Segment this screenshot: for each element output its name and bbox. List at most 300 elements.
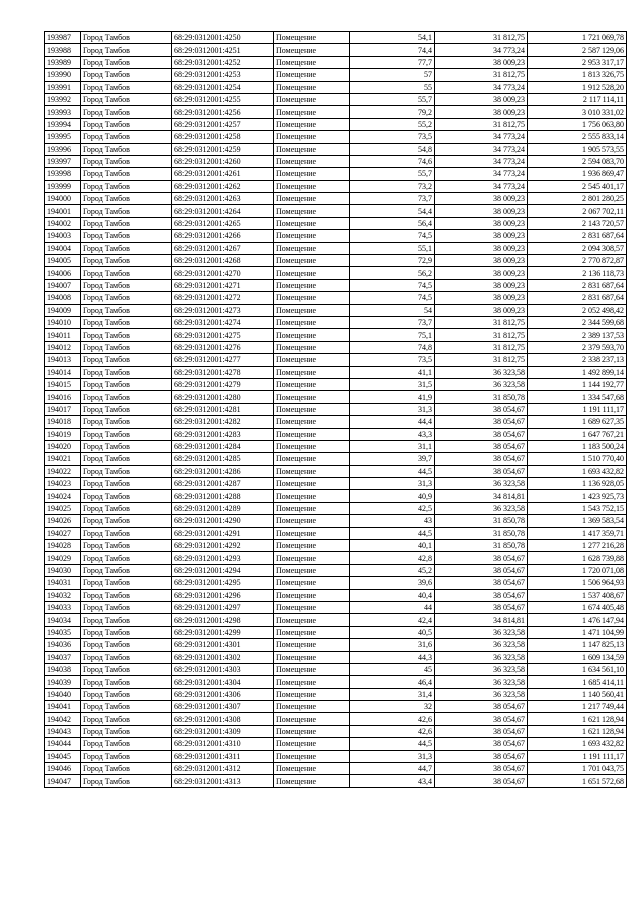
object-type-cell: Помещение bbox=[274, 639, 350, 651]
unit-value-cell: 38 009,23 bbox=[435, 304, 528, 316]
unit-value-cell: 38 054,67 bbox=[435, 564, 528, 576]
object-type-cell: Помещение bbox=[274, 255, 350, 267]
cadastral-number-cell: 68:29:0312001:4294 bbox=[172, 564, 274, 576]
area-cell: 73,5 bbox=[350, 131, 435, 143]
table-row bbox=[45, 589, 627, 601]
area-cell: 31,1 bbox=[350, 440, 435, 452]
city-cell: Город Тамбов bbox=[81, 205, 172, 217]
city-cell: Город Тамбов bbox=[81, 688, 172, 700]
area-cell: 54,1 bbox=[350, 32, 435, 44]
object-type-cell: Помещение bbox=[274, 453, 350, 465]
object-type-cell: Помещение bbox=[274, 527, 350, 539]
city-cell: Город Тамбов bbox=[81, 217, 172, 229]
cadastral-value-cell: 3 010 331,02 bbox=[528, 106, 627, 118]
row-number-cell: 194021 bbox=[45, 453, 81, 465]
table-row bbox=[45, 44, 627, 56]
cadastral-number-cell: 68:29:0312001:4288 bbox=[172, 490, 274, 502]
cadastral-value-cell: 1 721 069,78 bbox=[528, 32, 627, 44]
cadastral-number-cell: 68:29:0312001:4282 bbox=[172, 416, 274, 428]
row-number-cell: 193997 bbox=[45, 155, 81, 167]
cadastral-number-cell: 68:29:0312001:4281 bbox=[172, 403, 274, 415]
table-row bbox=[45, 465, 627, 477]
cadastral-value-cell: 2 379 593,70 bbox=[528, 341, 627, 353]
table-row bbox=[45, 193, 627, 205]
object-type-cell: Помещение bbox=[274, 663, 350, 675]
city-cell: Город Тамбов bbox=[81, 490, 172, 502]
table-row bbox=[45, 490, 627, 502]
object-type-cell: Помещение bbox=[274, 168, 350, 180]
cadastral-value-cell: 1 417 359,71 bbox=[528, 527, 627, 539]
row-number-cell: 193995 bbox=[45, 131, 81, 143]
cadastral-value-cell: 1 147 825,13 bbox=[528, 639, 627, 651]
table-row bbox=[45, 688, 627, 700]
cadastral-value-cell: 1 183 500,24 bbox=[528, 440, 627, 452]
city-cell: Город Тамбов bbox=[81, 626, 172, 638]
cadastral-value-cell: 1 191 111,17 bbox=[528, 750, 627, 762]
city-cell: Город Тамбов bbox=[81, 515, 172, 527]
cadastral-value-cell: 2 143 720,57 bbox=[528, 217, 627, 229]
cadastral-number-cell: 68:29:0312001:4252 bbox=[172, 56, 274, 68]
row-number-cell: 194011 bbox=[45, 329, 81, 341]
table-row bbox=[45, 341, 627, 353]
cadastral-value-cell: 1 423 925,73 bbox=[528, 490, 627, 502]
object-type-cell: Помещение bbox=[274, 465, 350, 477]
row-number-cell: 194028 bbox=[45, 540, 81, 552]
object-type-cell: Помещение bbox=[274, 180, 350, 192]
cadastral-number-cell: 68:29:0312001:4254 bbox=[172, 81, 274, 93]
cadastral-number-cell: 68:29:0312001:4304 bbox=[172, 676, 274, 688]
city-cell: Город Тамбов bbox=[81, 81, 172, 93]
row-number-cell: 194037 bbox=[45, 651, 81, 663]
area-cell: 42,4 bbox=[350, 614, 435, 626]
row-number-cell: 194030 bbox=[45, 564, 81, 576]
object-type-cell: Помещение bbox=[274, 329, 350, 341]
cadastral-value-cell: 1 492 899,14 bbox=[528, 366, 627, 378]
row-number-cell: 194000 bbox=[45, 193, 81, 205]
unit-value-cell: 31 850,78 bbox=[435, 391, 528, 403]
row-number-cell: 193991 bbox=[45, 81, 81, 93]
object-type-cell: Помещение bbox=[274, 651, 350, 663]
cadastral-value-cell: 1 476 147,94 bbox=[528, 614, 627, 626]
cadastral-value-cell: 2 831 687,64 bbox=[528, 292, 627, 304]
unit-value-cell: 38 009,23 bbox=[435, 292, 528, 304]
table-row bbox=[45, 502, 627, 514]
table-row bbox=[45, 676, 627, 688]
registry-table-body bbox=[45, 32, 627, 788]
cadastral-number-cell: 68:29:0312001:4250 bbox=[172, 32, 274, 44]
cadastral-number-cell: 68:29:0312001:4287 bbox=[172, 478, 274, 490]
city-cell: Город Тамбов bbox=[81, 155, 172, 167]
table-row bbox=[45, 440, 627, 452]
cadastral-value-cell: 1 634 561,10 bbox=[528, 663, 627, 675]
row-number-cell: 194020 bbox=[45, 440, 81, 452]
object-type-cell: Помещение bbox=[274, 131, 350, 143]
unit-value-cell: 38 054,67 bbox=[435, 465, 528, 477]
cadastral-number-cell: 68:29:0312001:4291 bbox=[172, 527, 274, 539]
table-row bbox=[45, 601, 627, 613]
cadastral-number-cell: 68:29:0312001:4275 bbox=[172, 329, 274, 341]
cadastral-value-cell: 1 628 739,88 bbox=[528, 552, 627, 564]
unit-value-cell: 38 009,23 bbox=[435, 193, 528, 205]
table-row bbox=[45, 292, 627, 304]
city-cell: Город Тамбов bbox=[81, 32, 172, 44]
unit-value-cell: 38 054,67 bbox=[435, 713, 528, 725]
cadastral-value-cell: 1 936 869,47 bbox=[528, 168, 627, 180]
table-row bbox=[45, 69, 627, 81]
city-cell: Город Тамбов bbox=[81, 279, 172, 291]
table-row bbox=[45, 279, 627, 291]
cadastral-value-cell: 2 344 599,68 bbox=[528, 316, 627, 328]
cadastral-value-cell: 1 140 560,41 bbox=[528, 688, 627, 700]
table-row bbox=[45, 217, 627, 229]
area-cell: 41,1 bbox=[350, 366, 435, 378]
row-number-cell: 194006 bbox=[45, 267, 81, 279]
area-cell: 42,8 bbox=[350, 552, 435, 564]
unit-value-cell: 38 054,67 bbox=[435, 750, 528, 762]
object-type-cell: Помещение bbox=[274, 292, 350, 304]
object-type-cell: Помещение bbox=[274, 378, 350, 390]
table-row bbox=[45, 775, 627, 787]
cadastral-value-cell: 2 389 137,53 bbox=[528, 329, 627, 341]
city-cell: Город Тамбов bbox=[81, 651, 172, 663]
unit-value-cell: 34 773,24 bbox=[435, 180, 528, 192]
table-row bbox=[45, 267, 627, 279]
cadastral-number-cell: 68:29:0312001:4257 bbox=[172, 118, 274, 130]
city-cell: Город Тамбов bbox=[81, 255, 172, 267]
cadastral-value-cell: 2 094 308,57 bbox=[528, 242, 627, 254]
city-cell: Город Тамбов bbox=[81, 230, 172, 242]
cadastral-value-cell: 1 217 749,44 bbox=[528, 701, 627, 713]
table-row bbox=[45, 564, 627, 576]
area-cell: 72,9 bbox=[350, 255, 435, 267]
cadastral-number-cell: 68:29:0312001:4313 bbox=[172, 775, 274, 787]
area-cell: 43 bbox=[350, 515, 435, 527]
row-number-cell: 194022 bbox=[45, 465, 81, 477]
unit-value-cell: 38 009,23 bbox=[435, 217, 528, 229]
cadastral-number-cell: 68:29:0312001:4262 bbox=[172, 180, 274, 192]
unit-value-cell: 36 323,58 bbox=[435, 366, 528, 378]
city-cell: Город Тамбов bbox=[81, 763, 172, 775]
city-cell: Город Тамбов bbox=[81, 639, 172, 651]
unit-value-cell: 38 054,67 bbox=[435, 416, 528, 428]
area-cell: 56,4 bbox=[350, 217, 435, 229]
object-type-cell: Помещение bbox=[274, 143, 350, 155]
cadastral-value-cell: 1 912 528,20 bbox=[528, 81, 627, 93]
cadastral-value-cell: 1 369 583,54 bbox=[528, 515, 627, 527]
row-number-cell: 194033 bbox=[45, 601, 81, 613]
object-type-cell: Помещение bbox=[274, 713, 350, 725]
city-cell: Город Тамбов bbox=[81, 663, 172, 675]
city-cell: Город Тамбов bbox=[81, 69, 172, 81]
row-number-cell: 193992 bbox=[45, 93, 81, 105]
object-type-cell: Помещение bbox=[274, 688, 350, 700]
cadastral-value-cell: 2 117 114,11 bbox=[528, 93, 627, 105]
cadastral-number-cell: 68:29:0312001:4302 bbox=[172, 651, 274, 663]
cadastral-value-cell: 1 621 128,94 bbox=[528, 713, 627, 725]
object-type-cell: Помещение bbox=[274, 341, 350, 353]
unit-value-cell: 38 009,23 bbox=[435, 93, 528, 105]
cadastral-number-cell: 68:29:0312001:4290 bbox=[172, 515, 274, 527]
unit-value-cell: 34 773,24 bbox=[435, 155, 528, 167]
unit-value-cell: 31 812,75 bbox=[435, 329, 528, 341]
object-type-cell: Помещение bbox=[274, 354, 350, 366]
cadastral-value-cell: 2 831 687,64 bbox=[528, 279, 627, 291]
object-type-cell: Помещение bbox=[274, 93, 350, 105]
city-cell: Город Тамбов bbox=[81, 725, 172, 737]
row-number-cell: 194029 bbox=[45, 552, 81, 564]
unit-value-cell: 34 814,81 bbox=[435, 614, 528, 626]
area-cell: 31,3 bbox=[350, 750, 435, 762]
unit-value-cell: 38 054,67 bbox=[435, 440, 528, 452]
object-type-cell: Помещение bbox=[274, 763, 350, 775]
area-cell: 55,7 bbox=[350, 168, 435, 180]
area-cell: 73,5 bbox=[350, 354, 435, 366]
cadastral-number-cell: 68:29:0312001:4273 bbox=[172, 304, 274, 316]
city-cell: Город Тамбов bbox=[81, 193, 172, 205]
unit-value-cell: 38 054,67 bbox=[435, 725, 528, 737]
city-cell: Город Тамбов bbox=[81, 527, 172, 539]
area-cell: 44 bbox=[350, 601, 435, 613]
unit-value-cell: 34 773,24 bbox=[435, 131, 528, 143]
city-cell: Город Тамбов bbox=[81, 391, 172, 403]
unit-value-cell: 36 323,58 bbox=[435, 663, 528, 675]
table-row bbox=[45, 242, 627, 254]
row-number-cell: 194026 bbox=[45, 515, 81, 527]
cadastral-value-cell: 2 953 317,17 bbox=[528, 56, 627, 68]
table-row bbox=[45, 143, 627, 155]
object-type-cell: Помещение bbox=[274, 56, 350, 68]
cadastral-number-cell: 68:29:0312001:4286 bbox=[172, 465, 274, 477]
area-cell: 74,4 bbox=[350, 44, 435, 56]
table-row bbox=[45, 329, 627, 341]
city-cell: Город Тамбов bbox=[81, 478, 172, 490]
row-number-cell: 193990 bbox=[45, 69, 81, 81]
city-cell: Город Тамбов bbox=[81, 614, 172, 626]
unit-value-cell: 38 054,67 bbox=[435, 775, 528, 787]
unit-value-cell: 38 054,67 bbox=[435, 552, 528, 564]
object-type-cell: Помещение bbox=[274, 502, 350, 514]
area-cell: 39,7 bbox=[350, 453, 435, 465]
row-number-cell: 194007 bbox=[45, 279, 81, 291]
cadastral-number-cell: 68:29:0312001:4306 bbox=[172, 688, 274, 700]
object-type-cell: Помещение bbox=[274, 490, 350, 502]
table-row bbox=[45, 515, 627, 527]
cadastral-number-cell: 68:29:0312001:4261 bbox=[172, 168, 274, 180]
row-number-cell: 194014 bbox=[45, 366, 81, 378]
cadastral-value-cell: 1 693 432,82 bbox=[528, 738, 627, 750]
table-row bbox=[45, 725, 627, 737]
city-cell: Город Тамбов bbox=[81, 329, 172, 341]
row-number-cell: 193994 bbox=[45, 118, 81, 130]
row-number-cell: 194045 bbox=[45, 750, 81, 762]
object-type-cell: Помещение bbox=[274, 69, 350, 81]
unit-value-cell: 31 812,75 bbox=[435, 341, 528, 353]
area-cell: 74,5 bbox=[350, 230, 435, 242]
table-row bbox=[45, 577, 627, 589]
city-cell: Город Тамбов bbox=[81, 131, 172, 143]
area-cell: 55,1 bbox=[350, 242, 435, 254]
unit-value-cell: 31 812,75 bbox=[435, 69, 528, 81]
cadastral-value-cell: 1 647 767,21 bbox=[528, 428, 627, 440]
city-cell: Город Тамбов bbox=[81, 540, 172, 552]
cadastral-number-cell: 68:29:0312001:4307 bbox=[172, 701, 274, 713]
unit-value-cell: 31 812,75 bbox=[435, 354, 528, 366]
city-cell: Город Тамбов bbox=[81, 106, 172, 118]
unit-value-cell: 31 850,78 bbox=[435, 540, 528, 552]
table-row bbox=[45, 168, 627, 180]
row-number-cell: 194013 bbox=[45, 354, 81, 366]
cadastral-number-cell: 68:29:0312001:4270 bbox=[172, 267, 274, 279]
cadastral-number-cell: 68:29:0312001:4280 bbox=[172, 391, 274, 403]
object-type-cell: Помещение bbox=[274, 44, 350, 56]
cadastral-value-cell: 2 338 237,13 bbox=[528, 354, 627, 366]
cadastral-number-cell: 68:29:0312001:4267 bbox=[172, 242, 274, 254]
row-number-cell: 193996 bbox=[45, 143, 81, 155]
area-cell: 31,4 bbox=[350, 688, 435, 700]
object-type-cell: Помещение bbox=[274, 676, 350, 688]
unit-value-cell: 34 773,24 bbox=[435, 81, 528, 93]
table-row bbox=[45, 428, 627, 440]
cadastral-value-cell: 1 543 752,15 bbox=[528, 502, 627, 514]
city-cell: Город Тамбов bbox=[81, 713, 172, 725]
object-type-cell: Помещение bbox=[274, 403, 350, 415]
cadastral-value-cell: 2 052 498,42 bbox=[528, 304, 627, 316]
table-row bbox=[45, 663, 627, 675]
cadastral-number-cell: 68:29:0312001:4279 bbox=[172, 378, 274, 390]
cadastral-number-cell: 68:29:0312001:4309 bbox=[172, 725, 274, 737]
cadastral-value-cell: 2 587 129,06 bbox=[528, 44, 627, 56]
cadastral-value-cell: 1 651 572,68 bbox=[528, 775, 627, 787]
unit-value-cell: 38 054,67 bbox=[435, 428, 528, 440]
area-cell: 41,9 bbox=[350, 391, 435, 403]
city-cell: Город Тамбов bbox=[81, 242, 172, 254]
object-type-cell: Помещение bbox=[274, 217, 350, 229]
cadastral-number-cell: 68:29:0312001:4311 bbox=[172, 750, 274, 762]
table-row bbox=[45, 626, 627, 638]
area-cell: 44,5 bbox=[350, 738, 435, 750]
object-type-cell: Помещение bbox=[274, 601, 350, 613]
unit-value-cell: 36 323,58 bbox=[435, 639, 528, 651]
cadastral-value-cell: 1 334 547,68 bbox=[528, 391, 627, 403]
unit-value-cell: 38 009,23 bbox=[435, 267, 528, 279]
unit-value-cell: 31 812,75 bbox=[435, 32, 528, 44]
table-row bbox=[45, 552, 627, 564]
cadastral-number-cell: 68:29:0312001:4292 bbox=[172, 540, 274, 552]
cadastral-value-cell: 1 510 770,40 bbox=[528, 453, 627, 465]
row-number-cell: 194046 bbox=[45, 763, 81, 775]
table-row bbox=[45, 56, 627, 68]
object-type-cell: Помещение bbox=[274, 478, 350, 490]
area-cell: 55,7 bbox=[350, 93, 435, 105]
city-cell: Город Тамбов bbox=[81, 552, 172, 564]
table-row bbox=[45, 701, 627, 713]
cadastral-value-cell: 1 813 326,75 bbox=[528, 69, 627, 81]
object-type-cell: Помещение bbox=[274, 230, 350, 242]
unit-value-cell: 38 054,67 bbox=[435, 738, 528, 750]
city-cell: Город Тамбов bbox=[81, 701, 172, 713]
cadastral-value-cell: 1 191 111,17 bbox=[528, 403, 627, 415]
unit-value-cell: 38 054,67 bbox=[435, 403, 528, 415]
cadastral-number-cell: 68:29:0312001:4299 bbox=[172, 626, 274, 638]
row-number-cell: 194038 bbox=[45, 663, 81, 675]
cadastral-number-cell: 68:29:0312001:4256 bbox=[172, 106, 274, 118]
table-row bbox=[45, 750, 627, 762]
cadastral-number-cell: 68:29:0312001:4293 bbox=[172, 552, 274, 564]
cadastral-value-cell: 1 701 043,75 bbox=[528, 763, 627, 775]
area-cell: 73,7 bbox=[350, 316, 435, 328]
row-number-cell: 194025 bbox=[45, 502, 81, 514]
row-number-cell: 194016 bbox=[45, 391, 81, 403]
table-row bbox=[45, 230, 627, 242]
unit-value-cell: 38 009,23 bbox=[435, 106, 528, 118]
cadastral-number-cell: 68:29:0312001:4310 bbox=[172, 738, 274, 750]
object-type-cell: Помещение bbox=[274, 304, 350, 316]
unit-value-cell: 31 850,78 bbox=[435, 515, 528, 527]
unit-value-cell: 36 323,58 bbox=[435, 676, 528, 688]
city-cell: Город Тамбов bbox=[81, 341, 172, 353]
cadastral-number-cell: 68:29:0312001:4271 bbox=[172, 279, 274, 291]
area-cell: 39,6 bbox=[350, 577, 435, 589]
area-cell: 73,2 bbox=[350, 180, 435, 192]
cadastral-number-cell: 68:29:0312001:4295 bbox=[172, 577, 274, 589]
cadastral-number-cell: 68:29:0312001:4264 bbox=[172, 205, 274, 217]
table-row bbox=[45, 180, 627, 192]
row-number-cell: 194015 bbox=[45, 378, 81, 390]
unit-value-cell: 31 812,75 bbox=[435, 316, 528, 328]
cadastral-number-cell: 68:29:0312001:4260 bbox=[172, 155, 274, 167]
area-cell: 57 bbox=[350, 69, 435, 81]
table-row bbox=[45, 378, 627, 390]
object-type-cell: Помещение bbox=[274, 391, 350, 403]
object-type-cell: Помещение bbox=[274, 614, 350, 626]
cadastral-value-cell: 1 277 216,28 bbox=[528, 540, 627, 552]
city-cell: Город Тамбов bbox=[81, 44, 172, 56]
cadastral-value-cell: 1 756 063,80 bbox=[528, 118, 627, 130]
area-cell: 45,2 bbox=[350, 564, 435, 576]
city-cell: Город Тамбов bbox=[81, 118, 172, 130]
cadastral-number-cell: 68:29:0312001:4263 bbox=[172, 193, 274, 205]
city-cell: Город Тамбов bbox=[81, 304, 172, 316]
cadastral-number-cell: 68:29:0312001:4301 bbox=[172, 639, 274, 651]
object-type-cell: Помещение bbox=[274, 725, 350, 737]
object-type-cell: Помещение bbox=[274, 205, 350, 217]
unit-value-cell: 38 009,23 bbox=[435, 230, 528, 242]
object-type-cell: Помещение bbox=[274, 118, 350, 130]
object-type-cell: Помещение bbox=[274, 750, 350, 762]
cadastral-value-cell: 2 770 872,87 bbox=[528, 255, 627, 267]
area-cell: 55 bbox=[350, 81, 435, 93]
object-type-cell: Помещение bbox=[274, 242, 350, 254]
row-number-cell: 194047 bbox=[45, 775, 81, 787]
object-type-cell: Помещение bbox=[274, 428, 350, 440]
area-cell: 42,5 bbox=[350, 502, 435, 514]
row-number-cell: 194004 bbox=[45, 242, 81, 254]
unit-value-cell: 38 054,67 bbox=[435, 601, 528, 613]
unit-value-cell: 38 009,23 bbox=[435, 279, 528, 291]
unit-value-cell: 36 323,58 bbox=[435, 478, 528, 490]
cadastral-number-cell: 68:29:0312001:4298 bbox=[172, 614, 274, 626]
city-cell: Город Тамбов bbox=[81, 601, 172, 613]
unit-value-cell: 38 009,23 bbox=[435, 242, 528, 254]
cadastral-number-cell: 68:29:0312001:4285 bbox=[172, 453, 274, 465]
unit-value-cell: 38 009,23 bbox=[435, 56, 528, 68]
row-number-cell: 194012 bbox=[45, 341, 81, 353]
cadastral-number-cell: 68:29:0312001:4303 bbox=[172, 663, 274, 675]
unit-value-cell: 31 812,75 bbox=[435, 118, 528, 130]
table-row bbox=[45, 118, 627, 130]
city-cell: Город Тамбов bbox=[81, 403, 172, 415]
area-cell: 40,4 bbox=[350, 589, 435, 601]
